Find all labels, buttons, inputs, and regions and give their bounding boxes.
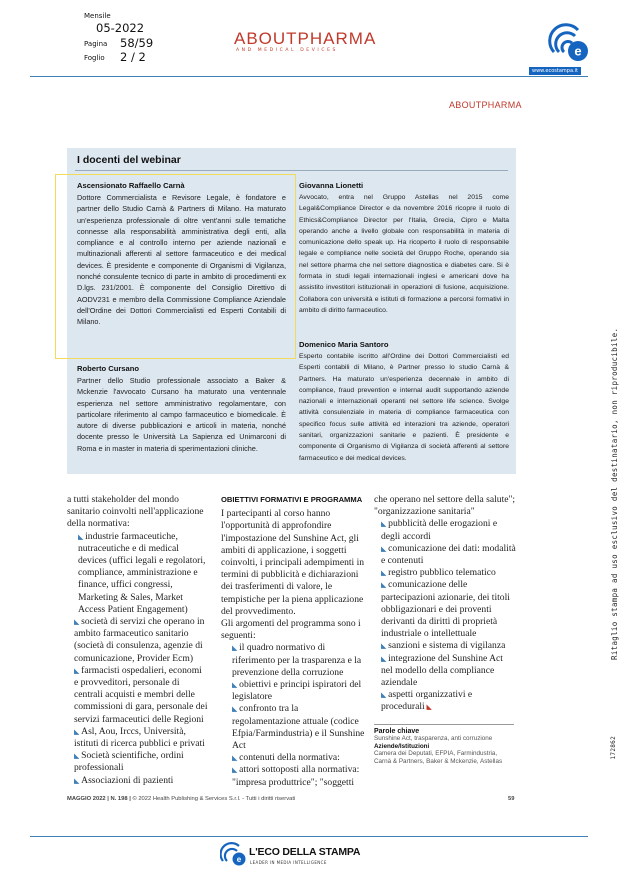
footer-copyright: © 2022 Health Publishing & Services S.r.l. - Tutti i diritti riservati (132, 796, 296, 802)
list-item: ◣ Associazioni di pazienti (74, 774, 174, 786)
column-program-cont (374, 494, 517, 714)
bio-name-lionetti: Giovanna Lionetti (299, 181, 364, 190)
bullet-triangle-icon: ◣ (232, 705, 240, 714)
bullet-triangle-icon: ◣ (381, 520, 389, 529)
bullet-triangle-icon: ◣ (74, 666, 82, 675)
bullet-triangle-icon: ◣ (232, 754, 240, 763)
footer-issue: MAGGIO 2022 | N. 198 | (67, 796, 131, 802)
aboutpharma-logo: ABOUTPHARMA (234, 29, 377, 48)
mensile-label: Mensile (84, 12, 111, 20)
bio-name-cursano: Roberto Cursano (77, 364, 140, 373)
bullet-triangle-icon: ◣ (381, 642, 389, 651)
bullet-triangle-icon: ◣ (381, 544, 389, 553)
footer-rule (30, 836, 588, 837)
bullet-triangle-icon: ◣ (381, 569, 389, 578)
keywords-title: Parole chiave (374, 728, 420, 735)
ecostampa-url: www.ecostampa.it (529, 67, 581, 75)
bullet-triangle-icon: ◣ (74, 618, 82, 627)
bio-text-cursano: Partner dello Studio professionale associato a Baker & Mckenzie l'avvocato Cursano ha maturato una ventennale esperienza nel settore amministrativo regolamentare, con particolare riferimento al campo farmaceutico e biomedicale. È autore di diverse pubblicazioni e articoli in materia, nonché docente presso le Università La Sapienza ed Unimarconi di Roma e in master in materia di sperimentazioni cliniche. (77, 376, 286, 453)
eco-footer-logo-icon (220, 842, 246, 866)
column-target-audience (67, 494, 208, 787)
list-item: ◣ il quadro normativo di riferimento per la trasparenza e la prevenzione della corruzione (232, 642, 362, 678)
list-item: ◣ industrie farmaceutiche, nutraceutiche e di medical devices (uffici legali e regolatori, compliance, amministrazione e finance, uffici congressi, Marketing & Sales, Market Access Patient Engagement) (78, 530, 206, 615)
objectives-heading: OBIETTIVI FORMATIVI E PROGRAMMA (221, 495, 363, 504)
vertical-disclaimer: Ritaglio stampa ad uso esclusivo del destinatario, non riproducibile. (610, 327, 619, 660)
bullet-triangle-icon: ◣ (74, 727, 82, 736)
end-mark-icon: ◣ (424, 703, 432, 712)
list-item: ◣ farmacisti ospedalieri, economi e provveditori, personale di centrali acquisti e membri delle commissioni di gara, personale dei servizi farmaceutici delle Regioni (74, 664, 208, 725)
page-number: 59 (508, 796, 515, 802)
header-rule (30, 76, 588, 77)
list-item: ◣ contenuti della normativa: (232, 752, 340, 764)
bullet-triangle-icon: ◣ (381, 691, 389, 700)
bio-text-lionetti: Avvocato, entra nel Gruppo Astellas nel 2015 come Legal&Compliance Director e da novembre 2016 ricopre il ruolo di Ethics&Compliance Director per l'Italia, Grecia, Cipro e Malta operando anche a livello globale con responsabilità in materia di comunicazione dello speak up. Ha ricoperto il ruolo di responsabile legale e compliance nelle società del Gruppo Roche, operando sia nel settore pharma che nel settore diagnostica e diabetes care. Si è formata in studi legali internazionali inglesi e americani dove ha assistito investitori istituzionali in operazioni di fusione, acquisizione. Collabora con università e istituti di formazione a percorsi formativi in ambito di diritto farmaceutico. (299, 194, 509, 314)
col1-intro: a tutti stakeholder del mondo sanitario coinvolti nell'applicazione della normativa: (67, 494, 204, 530)
keywords-text: Sunshine Act, trasparenza, anti corruzione (374, 735, 493, 742)
column-objectives (221, 494, 365, 789)
docenti-title: I docenti del webinar (77, 154, 181, 166)
foglio-label: Foglio (84, 54, 105, 62)
pagina-label: Pagina (84, 40, 108, 48)
list-item: ◣ Asl, Aou, Irccs, Università, istituti di ricerca pubblici e privati (74, 725, 205, 750)
bio-name-santoro: Domenico Maria Santoro (299, 340, 389, 349)
list-item: ◣ sanzioni e sistema di vigilanza (381, 640, 506, 652)
list-item: ◣ integrazione del Sunshine Act nel modello della compliance aziendale (381, 652, 503, 689)
clipping-code: 172862 (610, 736, 617, 760)
list-item: ◣ obiettivi e principi ispiratori del legislatore (232, 679, 362, 703)
page-footer (67, 796, 295, 802)
bio-text-carna: Dottore Commercialista e Revisore Legale, è fondatore e partner dello Studio Carnà & Partners di Milano. Ha maturato un'esperienza professionale di oltre vent'anni sulle tematiche connesse alla responsabilità amministrativa degli enti, alla compliance e al controllo interno per aziende nazionali e multinazionali afferenti al settore farmaceutico e dei medical devices. È presidente e componente di Organismi di Vigilanza, nonché consulente tecnico di parte in ambito di procedimenti ex D.lgs. 231/2001. È componente del Consiglio Direttivo di AODV231 e membro della Commissione Compliance Aziendale dell'Ordine dei Dottori Commercialisti ed Esperti Contabili di Milano. (77, 193, 286, 327)
box-title-rule (75, 170, 508, 171)
bullet-triangle-icon: ◣ (232, 681, 240, 690)
keywords-box (374, 728, 514, 766)
bullet-triangle-icon: ◣ (74, 776, 82, 785)
keywords-rule (374, 724, 514, 725)
svg-text:e: e (574, 43, 582, 59)
companies-text: Camera dei Deputati, EFPIA, Farmindustria, Carnà & Partners, Baker & Mckenzie, Astellas (374, 750, 503, 765)
bio-name-carna: Ascensionato Raffaello Carnà (77, 181, 185, 190)
bullet-triangle-icon: ◣ (78, 532, 86, 541)
list-item: ◣ Società scientifiche, ordini professionali (74, 750, 184, 774)
list-item: ◣ comunicazione dei dati: modalità e contenuti (381, 542, 516, 567)
list-item: ◣ pubblicità delle erogazioni e degli accordi (381, 518, 498, 542)
eco-footer-name: L'ECO DELLA STAMPA (249, 846, 361, 858)
list-item: ◣ registro pubblico telematico (381, 567, 496, 579)
col3-continuation: che operano nel settore della salute"; "organizzazione sanitaria" (374, 494, 516, 518)
bullet-triangle-icon: ◣ (74, 752, 82, 761)
eco-footer-tagline: LEADER IN MEDIA INTELLIGENCE (250, 860, 327, 865)
pagina-value: 58/59 (120, 36, 154, 50)
program-intro: Gli argomenti del programma sono i seguenti: (221, 618, 361, 642)
issue-date: 05-2022 (96, 21, 145, 35)
ecostampa-logo-icon (548, 22, 590, 64)
companies-title: Aziende/Istituzioni (374, 743, 430, 750)
foglio-value: 2 / 2 (120, 50, 146, 64)
bullet-triangle-icon: ◣ (232, 766, 240, 775)
bullet-triangle-icon: ◣ (381, 581, 389, 590)
list-item: ◣ confronto tra la regolamentazione attuale (codice Efpia/Farmindustria) e il Sunshine Act (232, 703, 365, 752)
objectives-paragraph: I partecipanti al corso hanno l'opportunità di approfondire l'impostazione del Sunshine Act, gli ambiti di applicazione, i soggetti coinvolti, i principali adempimenti in termini di pubblicità e dichiarazioni dei trasferimenti di valore, le tempistiche per la piena applicazione del provvedimento. (221, 508, 365, 617)
list-item: ◣ comunicazione delle partecipazioni azionarie, dei titoli obbligazionari e dei proventi derivanti da diritti di proprietà industriale o intellettuale (381, 579, 510, 640)
bullet-triangle-icon: ◣ (381, 654, 389, 663)
page-logo: ABOUTPHARMA (449, 100, 522, 110)
bullet-triangle-icon: ◣ (232, 644, 240, 653)
svg-text:e: e (236, 855, 242, 864)
bio-text-santoro: Esperto contabile iscritto all'Ordine dei Dottori Commercialisti ed Esperti contabili di Milano, è Partner presso lo studio Carnà & Partners. Ha maturato un'esperienza decennale in ambito di compliance, fraud prevention e internal audit supportando aziende nazionali e internazionali operanti nel settore life science. Svolge attività consulenziale in materia di compliance farmaceutica con specifico focus sulle attività ed interazioni tra aziende, operatori sanitari, organizzazioni sanitarie e pazienti. È presidente e componente di Organismo di Vigilanza di società afferenti al settore farmaceutico e dei medical devices. (299, 353, 509, 462)
list-item: ◣ aspetti organizzativi e procedurali ◣ (381, 689, 473, 713)
list-item: ◣ attori sottoposti alla normativa: "impresa produttrice"; "soggetti (232, 764, 360, 788)
list-item: ◣ società di servizi che operano in ambito farmaceutico sanitario (società di consulenza, agenzie di comunicazione, Provider Ecm) (74, 616, 205, 664)
aboutpharma-logo-sub: AND MEDICAL DEVICES (236, 48, 338, 53)
